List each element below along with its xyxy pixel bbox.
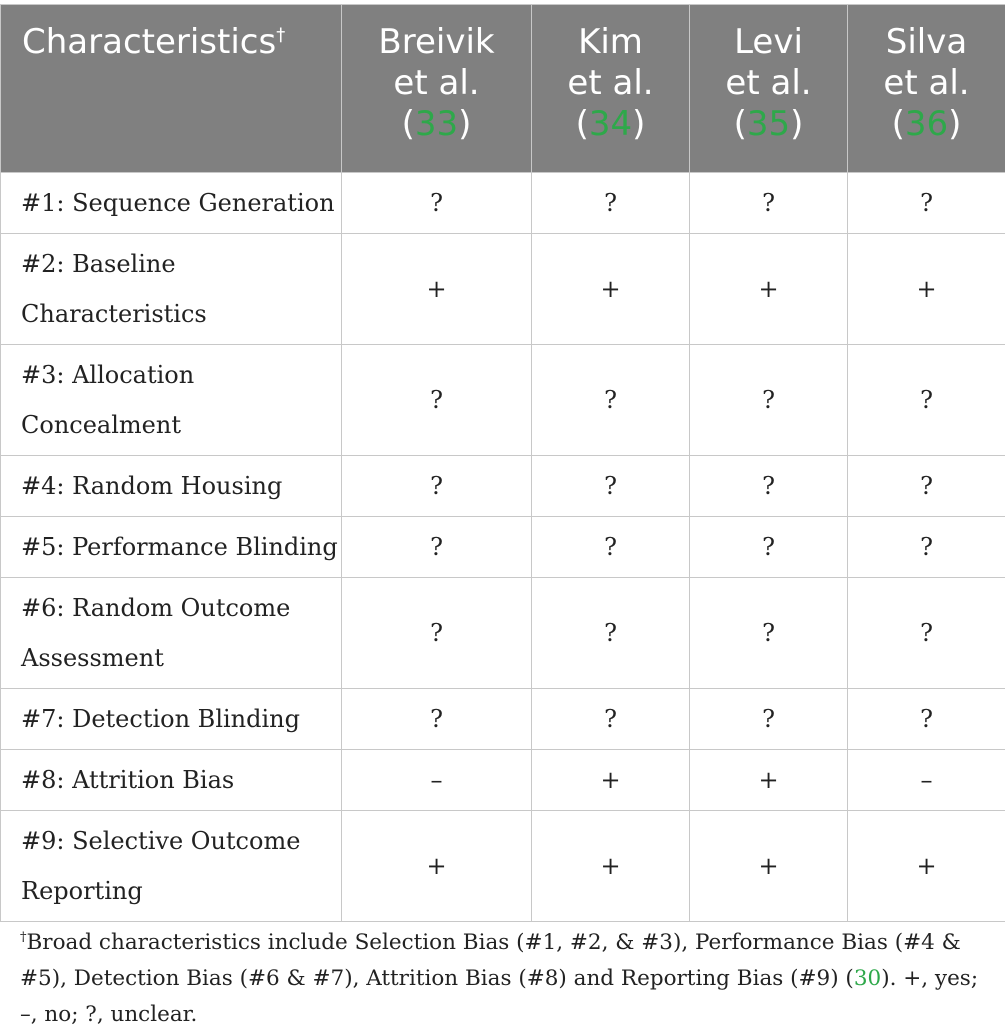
cell-value: +	[848, 811, 1005, 922]
cell-value: ?	[342, 456, 532, 517]
cell-value: ?	[690, 345, 848, 456]
row-label: #5: Performance Blinding	[1, 517, 342, 578]
cell-value: +	[532, 234, 690, 345]
table-row	[1, 345, 1005, 456]
reference-link[interactable]: 33	[414, 104, 459, 144]
dagger-symbol: †	[20, 929, 27, 945]
row-label: #4: Random Housing	[1, 456, 342, 517]
cell-value: +	[848, 234, 1005, 345]
dagger-symbol: †	[276, 24, 286, 46]
cell-value: +	[690, 811, 848, 922]
row-label: #9: Selective Outcome Reporting	[1, 811, 342, 922]
row-label: #7: Detection Blinding	[1, 689, 342, 750]
row-label: #6: Random Outcome Assessment	[1, 578, 342, 689]
reference-link[interactable]: 30	[853, 966, 882, 991]
risk-of-bias-table	[0, 4, 1005, 922]
cell-value: ?	[532, 456, 690, 517]
table-row	[1, 811, 1005, 922]
row-label: #8: Attrition Bias	[1, 750, 342, 811]
cell-value: ?	[342, 517, 532, 578]
cell-value: –	[342, 750, 532, 811]
table-row	[1, 173, 1005, 234]
cell-value: ?	[532, 517, 690, 578]
cell-value: ?	[532, 345, 690, 456]
cell-value: ?	[342, 345, 532, 456]
cell-value: ?	[342, 578, 532, 689]
cell-value: ?	[532, 689, 690, 750]
cell-value: –	[848, 750, 1005, 811]
cell-value: +	[532, 750, 690, 811]
cell-value: ?	[690, 578, 848, 689]
table-row	[1, 234, 1005, 345]
cell-value: +	[342, 234, 532, 345]
cell-value: +	[342, 811, 532, 922]
table-row	[1, 517, 1005, 578]
cell-value: ?	[690, 689, 848, 750]
table-row	[1, 456, 1005, 517]
cell-value: ?	[848, 578, 1005, 689]
cell-value: ?	[690, 456, 848, 517]
cell-value: ?	[690, 517, 848, 578]
header-characteristics: Characteristics†	[1, 5, 342, 173]
cell-value: ?	[848, 689, 1005, 750]
cell-value: ?	[848, 345, 1005, 456]
row-label: #3: Allocation Concealment	[1, 345, 342, 456]
cell-value: +	[690, 750, 848, 811]
reference-link[interactable]: 36	[904, 104, 949, 144]
cell-value: ?	[342, 689, 532, 750]
header-study-levi: Levi et al. (35)	[690, 5, 848, 173]
cell-value: +	[690, 234, 848, 345]
reference-link[interactable]: 35	[746, 104, 791, 144]
cell-value: ?	[848, 517, 1005, 578]
cell-value: ?	[690, 173, 848, 234]
table-row	[1, 750, 1005, 811]
header-row	[1, 5, 1005, 173]
row-label: #1: Sequence Generation	[1, 173, 342, 234]
reference-link[interactable]: 34	[588, 104, 633, 144]
table-footnote: †Broad characteristics include Selection Bias (#1, #2, & #3), Performance Bias (#4 & #5), Detection Bias (#6 & #7), Attrition Bias (#8) and Reporting Bias (#9) (30). +, yes; –, no; ?, unclear.	[20, 929, 979, 1027]
cell-value: ?	[848, 173, 1005, 234]
table-row	[1, 578, 1005, 689]
header-study-silva: Silva et al. (36)	[848, 5, 1005, 173]
table-row	[1, 689, 1005, 750]
header-study-breivik: Breivik et al. (33)	[342, 5, 532, 173]
row-label: #2: Baseline Characteristics	[1, 234, 342, 345]
cell-value: +	[532, 811, 690, 922]
cell-value: ?	[532, 578, 690, 689]
cell-value: ?	[848, 456, 1005, 517]
cell-value: ?	[342, 173, 532, 234]
header-study-kim: Kim et al. (34)	[532, 5, 690, 173]
cell-value: ?	[532, 173, 690, 234]
